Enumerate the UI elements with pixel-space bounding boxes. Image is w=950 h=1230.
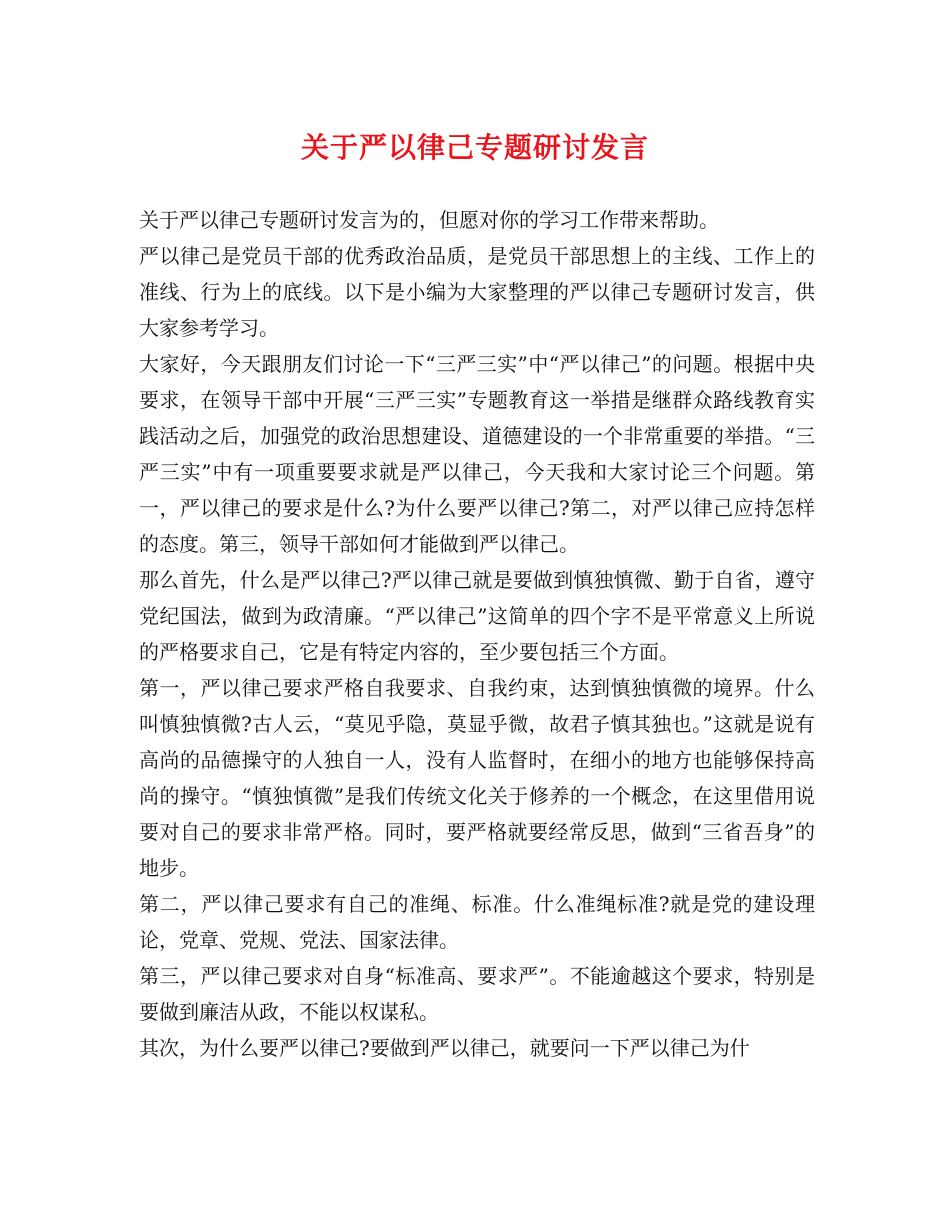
paragraph: 第三，严以律己要求对自身“标准高、要求严”。不能逾越这个要求，特别是要做到廉洁从政，不能以权谋私。 — [139, 964, 815, 1024]
paragraph: 第二，严以律己要求有自己的准绳、标准。什么准绳标准?就是党的建设理论，党章、党规、党法、国家法律。 — [139, 892, 815, 952]
paragraph: 其次，为什么要严以律己?要做到严以律己，就要问一下严以律己为什 — [139, 1036, 750, 1060]
paragraph: 那么首先，什么是严以律己?严以律己就是要做到慎独慎微、勤于自省，遵守党纪国法，做到为政清廉。“严以律己”这简单的四个字不是平常意义上所说的严格要求自己，它是有特定内容的，至少要包括三个方面。 — [139, 568, 815, 664]
document-body — [139, 202, 815, 1066]
document-title: 关于严以律己专题研讨发言 — [300, 131, 649, 164]
paragraph: 关于严以律己专题研讨发言为的，但愿对你的学习工作带来帮助。 — [139, 208, 719, 232]
paragraph: 严以律己是党员干部的优秀政治品质，是党员干部思想上的主线、工作上的准线、行为上的底线。以下是小编为大家整理的严以律己专题研讨发言，供大家参考学习。 — [139, 244, 815, 340]
paragraph: 大家好，今天跟朋友们讨论一下“三严三实”中“严以律己”的问题。根据中央要求，在领导干部中开展“三严三实”专题教育这一举措是继群众路线教育实践活动之后，加强党的政治思想建设、道德建设的一个非常重要的举措。“三严三实”中有一项重要要求就是严以律己，今天我和大家讨论三个问题。第一，严以律己的要求是什么?为什么要严以律己?第二，对严以律己应持怎样的态度。第三，领导干部如何才能做到严以律己。 — [139, 352, 815, 556]
paragraph: 第一，严以律己要求严格自我要求、自我约束，达到慎独慎微的境界。什么叫慎独慎微?古人云，“莫见乎隐，莫显乎微，故君子慎其独也。”这就是说有高尚的品德操守的人独自一人，没有人监督时，在细小的地方也能够保持高尚的操守。“慎独慎微”是我们传统文化关于修养的一个概念，在这里借用说要对自己的要求非常严格。同时，要严格就要经常反思，做到“三省吾身”的地步。 — [139, 676, 815, 880]
